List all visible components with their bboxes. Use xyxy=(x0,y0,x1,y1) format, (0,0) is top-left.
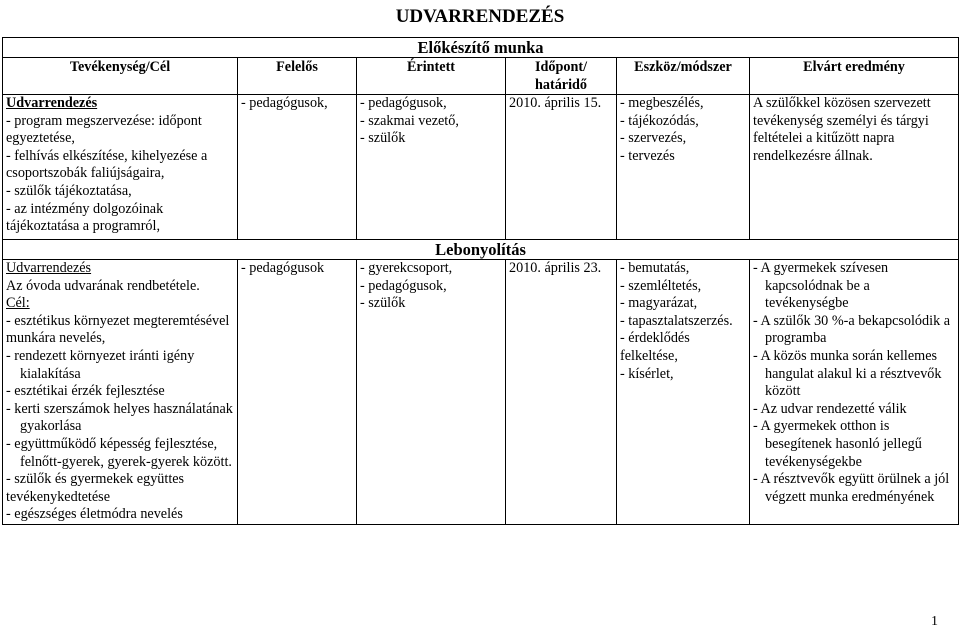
execution-goal-line: - esztétikai érzék fejlesztése xyxy=(6,383,165,400)
execution-involved-cell xyxy=(357,260,506,525)
execution-heading: Lebonyolítás xyxy=(3,240,959,260)
execution-goal-label: Cél: xyxy=(6,295,30,312)
preparation-involved-cell xyxy=(357,95,506,240)
preparation-activity-title: Udvarrendezés xyxy=(6,95,98,111)
execution-deadline-cell: 2010. április 23. xyxy=(506,260,617,525)
execution-goal-line: - egészséges életmódra nevelés xyxy=(6,506,183,523)
column-header-involved: Érintett xyxy=(357,58,506,95)
execution-method-line: - kísérlet, xyxy=(620,365,674,382)
execution-method-line: - szemléltetés, xyxy=(620,277,702,294)
execution-method-line: - bemutatás, xyxy=(620,260,690,276)
execution-activity-title: Udvarrendezés xyxy=(6,260,92,276)
execution-expected-line: - A szülők 30 %-a bekapcsolódik a programba xyxy=(753,312,951,347)
execution-activity-cell xyxy=(3,260,238,525)
execution-method-cell xyxy=(617,260,750,525)
execution-goal-line: - rendezett környezet iránti igény kialakítása xyxy=(6,347,195,382)
execution-expected-line: - A gyermekek otthon is besegítenek hasonló jellegű tevékenységekbe xyxy=(753,418,922,470)
execution-goal-line: - kerti szerszámok helyes használatának gyakorlása xyxy=(6,400,233,435)
column-header-expected: Elvárt eredmény xyxy=(750,58,959,95)
execution-goal-line: - szülők és gyermekek együttes tevékenykedtetése xyxy=(6,471,185,505)
preparation-activity-line: - szülők tájékoztatása, xyxy=(6,182,132,199)
preparation-activity-line: - az intézmény dolgozóinak tájékoztatása a programról, xyxy=(6,200,164,235)
plan-table xyxy=(2,37,959,525)
preparation-involved-line: - szülők xyxy=(360,130,406,147)
execution-goal-line: - együttműködő képesség fejlesztése, felnőtt-gyerek, gyerek-gyerek között. xyxy=(6,435,232,470)
execution-method-line: - tapasztalatszerzés. xyxy=(620,312,733,329)
preparation-method-line: - szervezés, xyxy=(620,130,687,147)
execution-goal-line: - esztétikus környezet megteremtésével munkára nevelés, xyxy=(6,312,230,347)
execution-row xyxy=(3,260,959,525)
preparation-row xyxy=(3,95,959,240)
preparation-expected-cell: A szülőkkel közösen szervezett tevékenység személyi és tárgyi feltételei a kitűzött napra rendelkezésre állnak. xyxy=(750,95,959,240)
execution-expected-line: - A gyermekek szívesen kapcsolódnak be a tevékenységbe xyxy=(753,260,889,312)
preparation-method-line: - tájékozódás, xyxy=(620,112,699,129)
preparation-activity-cell xyxy=(3,95,238,240)
preparation-method-cell xyxy=(617,95,750,240)
execution-expected-line: - A résztvevők együtt örülnek a jól végzett munka eredményének xyxy=(753,471,950,505)
preparation-involved-line: - pedagógusok, xyxy=(360,95,447,111)
column-header-method: Eszköz/módszer xyxy=(617,58,750,95)
execution-involved-line: - gyerekcsoport, xyxy=(360,260,453,276)
preparation-activity-line: - program megszervezése: időpont egyeztetése, xyxy=(6,112,202,147)
preparation-deadline-cell: 2010. április 15. xyxy=(506,95,617,240)
execution-expected-line: - A közös munka során kellemes hangulat alakul ki a résztvevők között xyxy=(753,347,942,400)
execution-expected-cell xyxy=(750,260,959,525)
column-header-activity: Tevékenység/Cél xyxy=(3,58,238,95)
column-header-responsible: Felelős xyxy=(238,58,357,95)
document-title: UDVARRENDEZÉS xyxy=(395,6,565,27)
column-header-row xyxy=(3,58,959,95)
execution-expected-line: - Az udvar rendezetté válik xyxy=(753,400,907,417)
execution-activity-intro: Az óvoda udvarának rendbetétele. xyxy=(6,277,200,294)
preparation-involved-line: - szakmai vezető, xyxy=(360,112,459,129)
preparation-method-line: - tervezés xyxy=(620,147,675,164)
execution-responsible-cell: - pedagógusok xyxy=(238,260,357,525)
preparation-activity-line: - felhívás elkészítése, kihelyezése a csoportszobák faliújságaira, xyxy=(6,147,208,182)
column-header-deadline: Időpont/ határidő xyxy=(506,58,617,95)
execution-method-line: - magyarázat, xyxy=(620,295,698,312)
preparation-heading-row xyxy=(3,38,959,58)
preparation-method-line: - megbeszélés, xyxy=(620,95,704,111)
execution-involved-line: - pedagógusok, xyxy=(360,277,447,294)
execution-involved-line: - szülők xyxy=(360,295,406,312)
preparation-heading: Előkészítő munka xyxy=(3,38,959,58)
preparation-responsible-cell: - pedagógusok, xyxy=(238,95,357,240)
execution-method-line: - érdeklődés felkeltése, xyxy=(620,330,690,364)
page-number: 1 xyxy=(931,614,938,629)
execution-heading-row xyxy=(3,240,959,260)
